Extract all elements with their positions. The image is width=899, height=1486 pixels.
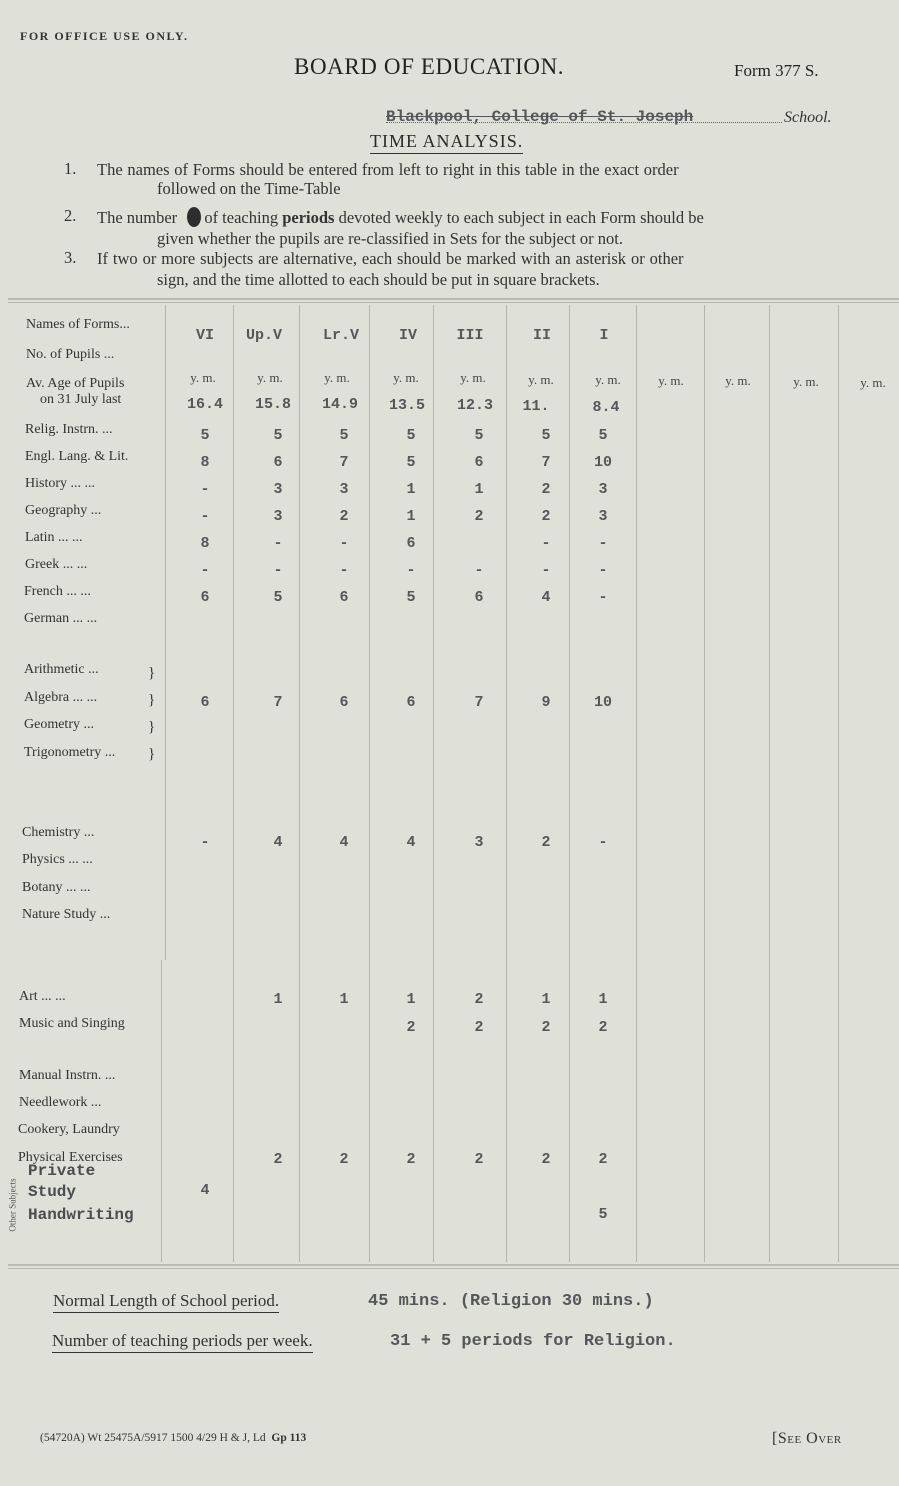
period-value: 3 — [339, 481, 349, 498]
period-value: - — [598, 589, 608, 606]
age-value: 12.3 — [456, 397, 493, 414]
maths-period-value: 6 — [406, 694, 416, 711]
period-value: 6 — [474, 589, 484, 606]
other-subject-handwriting: Handwriting — [28, 1206, 134, 1224]
column-divider — [233, 305, 234, 1262]
period-value: 5 — [406, 454, 416, 471]
period-value: 6 — [406, 535, 416, 552]
period-value: 3 — [273, 481, 283, 498]
row-label-physics: Physics ... ... — [22, 852, 93, 867]
form-name: IV — [398, 327, 417, 344]
column-divider — [838, 305, 839, 1262]
physical-period-value: 2 — [598, 1151, 608, 1168]
form-number: Form 377 S. — [734, 61, 819, 80]
instruction-text: If two or more subjects are alternative, each should be marked with an asterisk or other — [97, 249, 684, 268]
period-value: - — [598, 535, 608, 552]
age-value: 8.4 — [592, 399, 620, 416]
period-value: - — [200, 508, 210, 525]
office-use-heading: FOR OFFICE USE ONLY. — [20, 29, 189, 43]
science-period-value: 4 — [339, 834, 349, 851]
table-top-rule-inner — [8, 302, 899, 303]
period-value: 1 — [406, 508, 416, 525]
maths-period-value: 7 — [273, 694, 283, 711]
row-label-chemistry: Chemistry ... — [22, 825, 95, 840]
column-divider — [161, 960, 162, 1262]
period-value: 5 — [474, 427, 484, 444]
period-value: 5 — [541, 427, 551, 444]
ym-label: y. m. — [793, 374, 819, 389]
instruction-part: of teaching — [204, 208, 279, 227]
science-period-value: - — [200, 834, 210, 851]
form-name: Lr.V — [322, 327, 359, 344]
row-label: History ... ... — [25, 476, 95, 491]
physical-period-value: 2 — [339, 1151, 349, 1168]
column-divider — [569, 305, 570, 1262]
age-value: 16.4 — [186, 396, 223, 413]
period-value: 6 — [339, 589, 349, 606]
column-divider — [299, 305, 300, 1262]
printer-code-text: (54720A) Wt 25475A/5917 1500 4/29 H & J, Ld — [40, 1432, 266, 1444]
row-label: Greek ... ... — [25, 557, 88, 572]
row-label: Engl. Lang. & Lit. — [25, 449, 129, 464]
ym-label: y. m. — [860, 375, 886, 390]
science-period-value: 2 — [541, 834, 551, 851]
ym-label: y. m. — [393, 370, 419, 385]
row-label-arithmetic: Arithmetic ... — [24, 662, 99, 677]
age-value: 11. — [522, 398, 550, 415]
music-period-value: 2 — [474, 1019, 484, 1036]
row-label: Latin ... ... — [25, 530, 83, 545]
column-divider — [769, 305, 770, 1262]
maths-period-value: 9 — [541, 694, 551, 711]
row-label-needlework: Needlework ... — [19, 1095, 102, 1110]
printer-code-bold: Gp 113 — [271, 1432, 307, 1444]
other-subjects-caption: Other Subjects — [7, 1178, 18, 1232]
period-value: - — [541, 562, 551, 579]
instruction-bold: periods — [282, 208, 335, 227]
period-value: - — [474, 562, 484, 579]
other-subject-private: Private — [28, 1162, 96, 1180]
column-divider — [165, 305, 166, 960]
period-value: 7 — [541, 454, 551, 471]
instruction-text: given whether the pupils are re-classified in Sets for the subject or not. — [157, 229, 623, 248]
ym-label: y. m. — [595, 372, 621, 387]
instruction-part: devoted weekly to each subject in each Form should be — [338, 208, 704, 227]
form-name: VI — [195, 327, 214, 344]
period-value: - — [339, 535, 349, 552]
period-value: 5 — [200, 427, 210, 444]
period-value: 10 — [593, 454, 612, 471]
period-value: - — [541, 535, 551, 552]
period-length-label: Normal Length of School period. — [53, 1291, 279, 1313]
art-period-value: 1 — [598, 991, 608, 1008]
ym-label: y. m. — [725, 373, 751, 388]
physical-period-value: 2 — [541, 1151, 551, 1168]
period-value: - — [339, 562, 349, 579]
period-value: 3 — [598, 508, 608, 525]
period-value: 5 — [273, 427, 283, 444]
period-value: 3 — [273, 508, 283, 525]
period-value: 5 — [406, 427, 416, 444]
instruction-text: sign, and the time allotted to each should be put in square brackets. — [157, 270, 600, 289]
maths-period-value: 10 — [593, 694, 612, 711]
instruction-text — [97, 207, 704, 228]
instruction-number: 2. — [64, 206, 77, 225]
form-name: II — [532, 327, 551, 344]
age-value: 15.8 — [254, 396, 291, 413]
period-value: 6 — [273, 454, 283, 471]
instruction-number: 1. — [64, 159, 77, 178]
maths-brace: } } } } — [148, 665, 156, 762]
age-value: 14.9 — [321, 396, 358, 413]
form-name: III — [456, 327, 484, 344]
row-label-algebra: Algebra ... ... — [24, 690, 98, 705]
science-period-value: 4 — [406, 834, 416, 851]
period-value: 8 — [200, 535, 210, 552]
period-value: 5 — [598, 427, 608, 444]
row-label-music: Music and Singing — [19, 1016, 125, 1031]
row-label-age: Av. Age of Pupils — [26, 376, 125, 391]
see-over-note: [See Over — [772, 1430, 842, 1447]
period-value: 5 — [406, 589, 416, 606]
row-label-physical: Physical Exercises — [18, 1150, 123, 1165]
printer-code — [40, 1432, 306, 1444]
period-value: 6 — [474, 454, 484, 471]
row-label: Geography ... — [25, 503, 102, 518]
period-value: - — [406, 562, 416, 579]
period-value: 4 — [541, 589, 551, 606]
period-value: 1 — [406, 481, 416, 498]
row-label-geometry: Geometry ... — [24, 717, 94, 732]
art-period-value: 2 — [474, 991, 484, 1008]
music-period-value: 2 — [541, 1019, 551, 1036]
instruction-number: 3. — [64, 248, 77, 267]
science-period-value: 4 — [273, 834, 283, 851]
other-subject-study: Study — [28, 1183, 77, 1201]
period-value: 6 — [200, 589, 210, 606]
ym-label: y. m. — [324, 370, 350, 385]
maths-period-value: 6 — [200, 694, 210, 711]
period-value: 2 — [339, 508, 349, 525]
period-value: 5 — [339, 427, 349, 444]
physical-period-value: 2 — [273, 1151, 283, 1168]
period-value: - — [598, 562, 608, 579]
row-label-nature-study: Nature Study ... — [22, 907, 111, 922]
row-label-trigonometry: Trigonometry ... — [24, 745, 116, 760]
instruction-part: The number — [97, 208, 178, 227]
table-top-rule — [8, 298, 899, 300]
row-label: Relig. Instrn. ... — [25, 422, 113, 437]
art-period-value: 1 — [406, 991, 416, 1008]
handwriting-period-value: 5 — [598, 1206, 608, 1223]
study-period-value: 4 — [200, 1182, 210, 1199]
periods-per-week-label: Number of teaching periods per week. — [52, 1331, 313, 1353]
period-value: 3 — [598, 481, 608, 498]
science-period-value: - — [598, 834, 608, 851]
column-divider — [369, 305, 370, 1262]
row-label-age-date: on 31 July last — [40, 392, 122, 407]
form-name: I — [599, 327, 609, 344]
row-label: German ... ... — [24, 611, 98, 626]
instruction-text: The names of Forms should be entered from left to right in this table in the exact order — [97, 160, 679, 179]
column-divider — [636, 305, 637, 1262]
maths-period-value: 7 — [474, 694, 484, 711]
period-value: 2 — [541, 508, 551, 525]
science-period-value: 3 — [474, 834, 484, 851]
row-label-pupils: No. of Pupils ... — [26, 347, 115, 362]
row-label-art: Art ... ... — [19, 989, 66, 1004]
ink-blot — [187, 207, 201, 227]
periods-per-week-value: 31 + 5 periods for Religion. — [390, 1332, 676, 1351]
school-name: Blackpool, College of St. Joseph — [386, 108, 694, 126]
table-bottom-rule-inner — [8, 1268, 899, 1269]
row-label-manual: Manual Instrn. ... — [19, 1068, 116, 1083]
instruction-text: followed on the Time-Table — [157, 179, 341, 198]
ym-label: y. m. — [257, 370, 283, 385]
art-period-value: 1 — [541, 991, 551, 1008]
period-length-value: 45 mins. (Religion 30 mins.) — [368, 1292, 654, 1311]
period-value: 7 — [339, 454, 349, 471]
period-value: 5 — [273, 589, 283, 606]
maths-period-value: 6 — [339, 694, 349, 711]
ym-label: y. m. — [528, 372, 554, 387]
ym-label: y. m. — [190, 370, 216, 385]
period-value: - — [200, 562, 210, 579]
ym-label: y. m. — [658, 373, 684, 388]
column-divider — [506, 305, 507, 1262]
table-bottom-rule — [8, 1264, 899, 1266]
form-name: Up.V — [245, 327, 282, 344]
music-period-value: 2 — [406, 1019, 416, 1036]
art-period-value: 1 — [339, 991, 349, 1008]
row-label-cookery: Cookery, Laundry — [18, 1122, 120, 1137]
period-value: 2 — [541, 481, 551, 498]
art-period-value: 1 — [273, 991, 283, 1008]
period-value: 2 — [474, 508, 484, 525]
physical-period-value: 2 — [406, 1151, 416, 1168]
time-analysis-title: TIME ANALYSIS. — [370, 131, 523, 154]
period-value: - — [273, 562, 283, 579]
music-period-value: 2 — [598, 1019, 608, 1036]
physical-period-value: 2 — [474, 1151, 484, 1168]
ym-label: y. m. — [460, 370, 486, 385]
age-value: 13.5 — [388, 397, 425, 414]
row-label: French ... ... — [24, 584, 91, 599]
board-title: BOARD OF EDUCATION. — [294, 54, 565, 79]
period-value: - — [200, 481, 210, 498]
period-value: 1 — [474, 481, 484, 498]
school-word: School. — [784, 109, 832, 126]
period-value: - — [273, 535, 283, 552]
period-value: 8 — [200, 454, 210, 471]
column-divider — [433, 305, 434, 1262]
column-divider — [704, 305, 705, 1262]
row-label-forms: Names of Forms... — [26, 317, 130, 332]
row-label-botany: Botany ... ... — [22, 880, 91, 895]
